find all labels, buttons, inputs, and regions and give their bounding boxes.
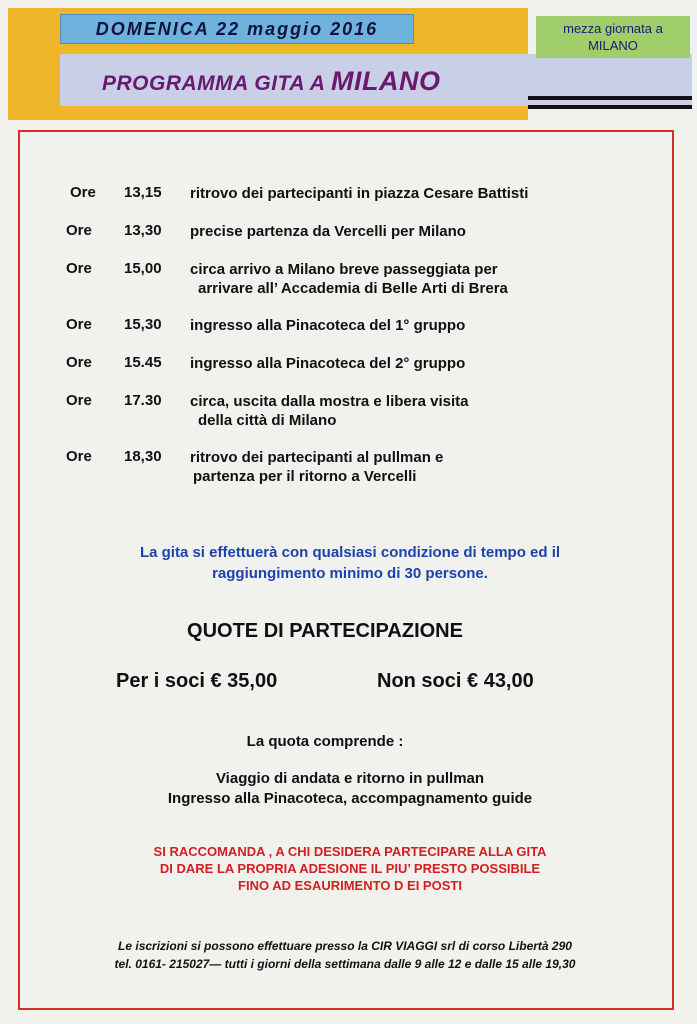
schedule-label: Ore: [66, 316, 92, 333]
schedule-line-1: ingresso alla Pinacoteca del 2° gruppo: [190, 355, 466, 372]
recommendation-warning: [90, 843, 610, 894]
corner-line-2: MILANO: [588, 38, 638, 53]
schedule-description: [190, 316, 630, 335]
registration-info: [40, 937, 650, 973]
schedule-description: [190, 260, 630, 298]
schedule-time: 18,30: [124, 448, 162, 465]
schedule-line-1: ritrovo dei partecipanti al pullman e: [190, 449, 444, 466]
schedule-description: [190, 222, 630, 241]
corner-line-1: mezza giornata a: [563, 21, 663, 36]
footer-line-1: Le iscrizioni si possono effettuare presso la CIR VIAGGI srl di corso Libertà 290: [118, 939, 572, 953]
schedule-line-2: arrivare all’ Accademia di Belle Arti di Brera: [198, 280, 508, 297]
schedule-time: 13,15: [124, 184, 162, 201]
schedule-label: Ore: [66, 392, 92, 409]
title-prefix: PROGRAMMA GITA A: [102, 72, 325, 95]
page-title: [102, 66, 440, 97]
schedule-time: 13,30: [124, 222, 162, 239]
schedule-label: Ore: [66, 260, 92, 277]
schedule-time: 17.30: [124, 392, 162, 409]
schedule-label: Ore: [66, 354, 92, 371]
schedule-line-1: precise partenza da Vercelli per Milano: [190, 223, 466, 240]
schedule-time: 15,00: [124, 260, 162, 277]
price-non-soci: Non soci € 43,00: [377, 670, 534, 692]
event-date: DOMENICA 22 maggio 2016: [60, 14, 414, 44]
schedule-time: 15.45: [124, 354, 162, 371]
schedule-description: [190, 392, 630, 430]
warning-line-1: SI RACCOMANDA , A CHI DESIDERA PARTECIPARE ALLA GITA: [153, 844, 547, 859]
includes-list: [70, 769, 630, 809]
schedule-description: [190, 184, 630, 203]
schedule-description: [190, 448, 630, 486]
price-soci: Per i soci € 35,00: [116, 670, 278, 692]
warning-line-3: FINO AD ESAURIMENTO D EI POSTI: [238, 878, 462, 893]
quote-title: QUOTE DI PARTECIPAZIONE: [187, 620, 463, 642]
schedule-line-1: ritrovo dei partecipanti in piazza Cesare Battisti: [190, 185, 529, 202]
decorative-bar: [528, 105, 692, 109]
schedule-line-1: ingresso alla Pinacoteca del 1° gruppo: [190, 317, 466, 334]
decorative-bar: [528, 96, 692, 100]
warning-line-2: DI DARE LA PROPRIA ADESIONE IL PIU’ PRESTO POSSIBILE: [159, 861, 541, 876]
schedule-label: Ore: [70, 184, 96, 201]
corner-badge: [536, 16, 690, 58]
includes-title: La quota comprende :: [246, 733, 404, 750]
schedule-line-1: circa arrivo a Milano breve passeggiata per: [190, 261, 498, 278]
weather-note: [80, 542, 620, 584]
includes-line-2: Ingresso alla Pinacoteca, accompagnamento guide: [167, 790, 533, 807]
schedule-line-2: della città di Milano: [198, 412, 337, 429]
schedule-label: Ore: [66, 222, 92, 239]
note-line-1: La gita si effettuerà con qualsiasi condizione di tempo ed il: [139, 544, 561, 561]
title-city: MILANO: [331, 66, 441, 96]
includes-line-1: Viaggio di andata e ritorno in pullman: [215, 770, 485, 787]
footer-line-2: tel. 0161- 215027— tutti i giorni della settimana dalle 9 alle 12 e dalle 15 alle 19,30: [114, 957, 576, 971]
schedule-line-2: partenza per il ritorno a Vercelli: [193, 468, 417, 485]
schedule-time: 15,30: [124, 316, 162, 333]
schedule-line-1: circa, uscita dalla mostra e libera visita: [190, 393, 469, 410]
schedule-description: [190, 354, 630, 373]
decorative-bars: [528, 96, 692, 114]
note-line-2: raggiungimento minimo di 30 persone.: [212, 565, 488, 582]
schedule-label: Ore: [66, 448, 92, 465]
